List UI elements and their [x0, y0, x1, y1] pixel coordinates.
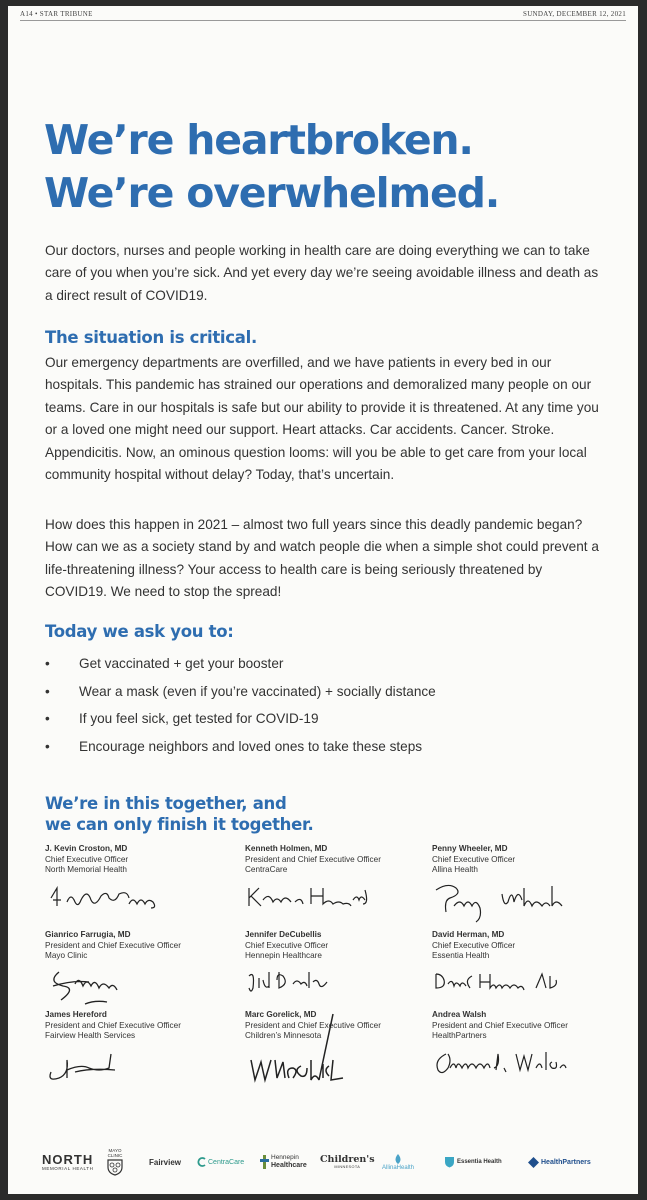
signature-walsh — [432, 1046, 572, 1080]
ask-item: • If you feel sick, get tested for COVID-19 — [45, 709, 605, 737]
ask-item: • Encourage neighbors and loved ones to take these steps — [45, 737, 605, 765]
hennepin-cross-icon — [260, 1155, 269, 1169]
signer-org: Mayo Clinic — [45, 951, 88, 960]
signer-name: J. Kevin Croston, MD — [45, 844, 128, 853]
signer-title: Chief Executive Officer — [245, 940, 329, 950]
hennepin-logo-top: Hennepin — [271, 1154, 299, 1161]
hennepin-logo-text — [271, 1154, 307, 1170]
signer-title: President and Chief Executive Officer — [45, 1020, 181, 1030]
newspaper-page — [8, 6, 638, 1194]
intro-paragraph: Our doctors, nurses and people working in health care are doing everything we can to take care of you when you’re sick. And yet every day we’re seeing avoidable illness and death as a direct result of COVID19. — [45, 243, 599, 303]
signer-org: Fairview Health Services — [45, 1031, 136, 1040]
allina-drop-icon — [392, 1153, 404, 1165]
signer-name: James Hereford — [45, 1010, 107, 1019]
signer-name: Kenneth Holmen, MD — [245, 844, 328, 853]
signer-name: David Herman, MD — [432, 930, 505, 939]
hennepin-healthcare-logo — [260, 1142, 307, 1182]
signature-croston — [45, 884, 165, 914]
signature-decubellis — [245, 966, 355, 996]
signature-holmen — [245, 882, 375, 912]
signer-org: Hennepin Healthcare — [245, 951, 322, 960]
signer-hereford — [45, 1010, 240, 1042]
fairview-logo-text: Fairview — [149, 1157, 182, 1167]
signer-name: Andrea Walsh — [432, 1010, 487, 1019]
north-logo-subtext: MEMORIAL HEALTH — [42, 1166, 94, 1171]
masthead — [20, 10, 626, 18]
signature-gorelick — [245, 1004, 365, 1088]
signer-org: Children’s Minnesota — [245, 1031, 322, 1040]
signer-title: President and Chief Executive Officer — [45, 940, 181, 950]
signer-holmen — [245, 844, 440, 876]
signer-wheeler — [432, 844, 627, 876]
signer-org: HealthPartners — [432, 1031, 487, 1040]
north-memorial-logo — [42, 1142, 94, 1182]
critical-paragraph-2: How does this happen in 2021 – almost two full years since this deadly pandemic began? How can we as a society stand by and watch people die when a simple shot could prevent a life-threatening illness? Your access to health care is being seriously threatened by COVID19. We need to stop the spread! — [45, 517, 599, 600]
allina-health-logo — [382, 1142, 414, 1182]
north-logo-text: NORTH — [42, 1152, 94, 1167]
essentia-health-logo — [444, 1142, 502, 1182]
signer-title: Chief Executive Officer — [45, 854, 129, 864]
signer-title: Chief Executive Officer — [432, 940, 516, 950]
healthpartners-logo-text: HealthPartners — [541, 1158, 591, 1166]
signature-wheeler — [432, 880, 572, 924]
mayo-logo-text: MAYO CLINIC — [107, 1148, 123, 1158]
centracare-logo — [196, 1142, 244, 1182]
childrens-logo-subtext: MINNESOTA — [334, 1165, 361, 1169]
hennepin-logo-bottom: Healthcare — [271, 1162, 307, 1169]
signer-name: Penny Wheeler, MD — [432, 844, 508, 853]
signature-herman — [432, 968, 572, 996]
centracare-swoosh-icon — [196, 1157, 206, 1167]
signer-org: Essentia Health — [432, 951, 490, 960]
signer-walsh — [432, 1010, 627, 1042]
fairview-logo — [149, 1142, 181, 1182]
together-line-1: We’re in this together, and — [45, 794, 287, 813]
ask-list — [45, 654, 605, 764]
healthpartners-logo — [528, 1142, 591, 1182]
childrens-minnesota-logo — [320, 1142, 375, 1182]
signer-decubellis — [245, 930, 440, 962]
allina-logo-text: AllinaHealth — [382, 1165, 415, 1171]
signer-name: Marc Gorelick, MD — [245, 1010, 317, 1019]
signer-title: President and Chief Executive Officer — [245, 1020, 381, 1030]
signature-hereford — [45, 1050, 155, 1084]
signer-title: President and Chief Executive Officer — [245, 854, 381, 864]
signer-title: Chief Executive Officer — [432, 854, 516, 864]
signer-gorelick — [245, 1010, 440, 1042]
mayo-shield-icon — [106, 1158, 124, 1176]
signer-org: CentraCare — [245, 865, 288, 874]
mayo-clinic-logo — [104, 1142, 126, 1182]
partner-logos — [38, 1142, 608, 1182]
together-heading — [45, 793, 445, 835]
critical-paragraph-1: Our emergency departments are overfilled, and we have patients in every bed in our hospitals. This pandemic has strained our operations and demoralized many people on our teams. Care in our hospitals is safe but our ability to provide it is threatened. At any time you or a loved one might need our support. Heart attacks. Car accidents. Cancer. Stroke. Appendicitis. Now, an ominous question looms: will you be able to get care from your local community hospital without delay? Today, that’s uncertain. — [45, 355, 599, 483]
childrens-logo-text: Children's — [320, 1154, 375, 1165]
signer-croston — [45, 844, 240, 876]
signer-name: Jennifer DeCubellis — [245, 930, 322, 939]
ask-item: • Get vaccinated + get your booster — [45, 654, 605, 682]
healthpartners-diamond-icon — [528, 1157, 539, 1168]
essentia-logo-text: Essentia Health — [457, 1159, 502, 1165]
headline — [44, 114, 604, 220]
masthead-date: SUNDAY, DECEMBER 12, 2021 — [523, 10, 626, 18]
essentia-shield-icon — [444, 1156, 455, 1168]
signer-name: Gianrico Farrugia, MD — [45, 930, 131, 939]
signature-farrugia — [45, 964, 155, 1008]
critical-heading: The situation is critical. — [45, 328, 257, 347]
centracare-logo-text: CentraCare — [208, 1158, 245, 1166]
ask-item: • Wear a mask (even if you’re vaccinated) + socially distance — [45, 682, 605, 710]
ask-heading: Today we ask you to: — [45, 622, 234, 641]
headline-line-1: We’re heartbroken. — [44, 116, 473, 164]
masthead-rule — [20, 20, 626, 21]
signer-org: North Memorial Health — [45, 865, 127, 874]
signer-herman — [432, 930, 627, 962]
signer-org: Allina Health — [432, 865, 478, 874]
headline-line-2: We’re overwhelmed. — [44, 169, 500, 217]
masthead-left: A14 • STAR TRIBUNE — [20, 10, 93, 18]
signer-farrugia — [45, 930, 240, 962]
signer-title: President and Chief Executive Officer — [432, 1020, 568, 1030]
together-line-2: we can only finish it together. — [45, 815, 314, 834]
